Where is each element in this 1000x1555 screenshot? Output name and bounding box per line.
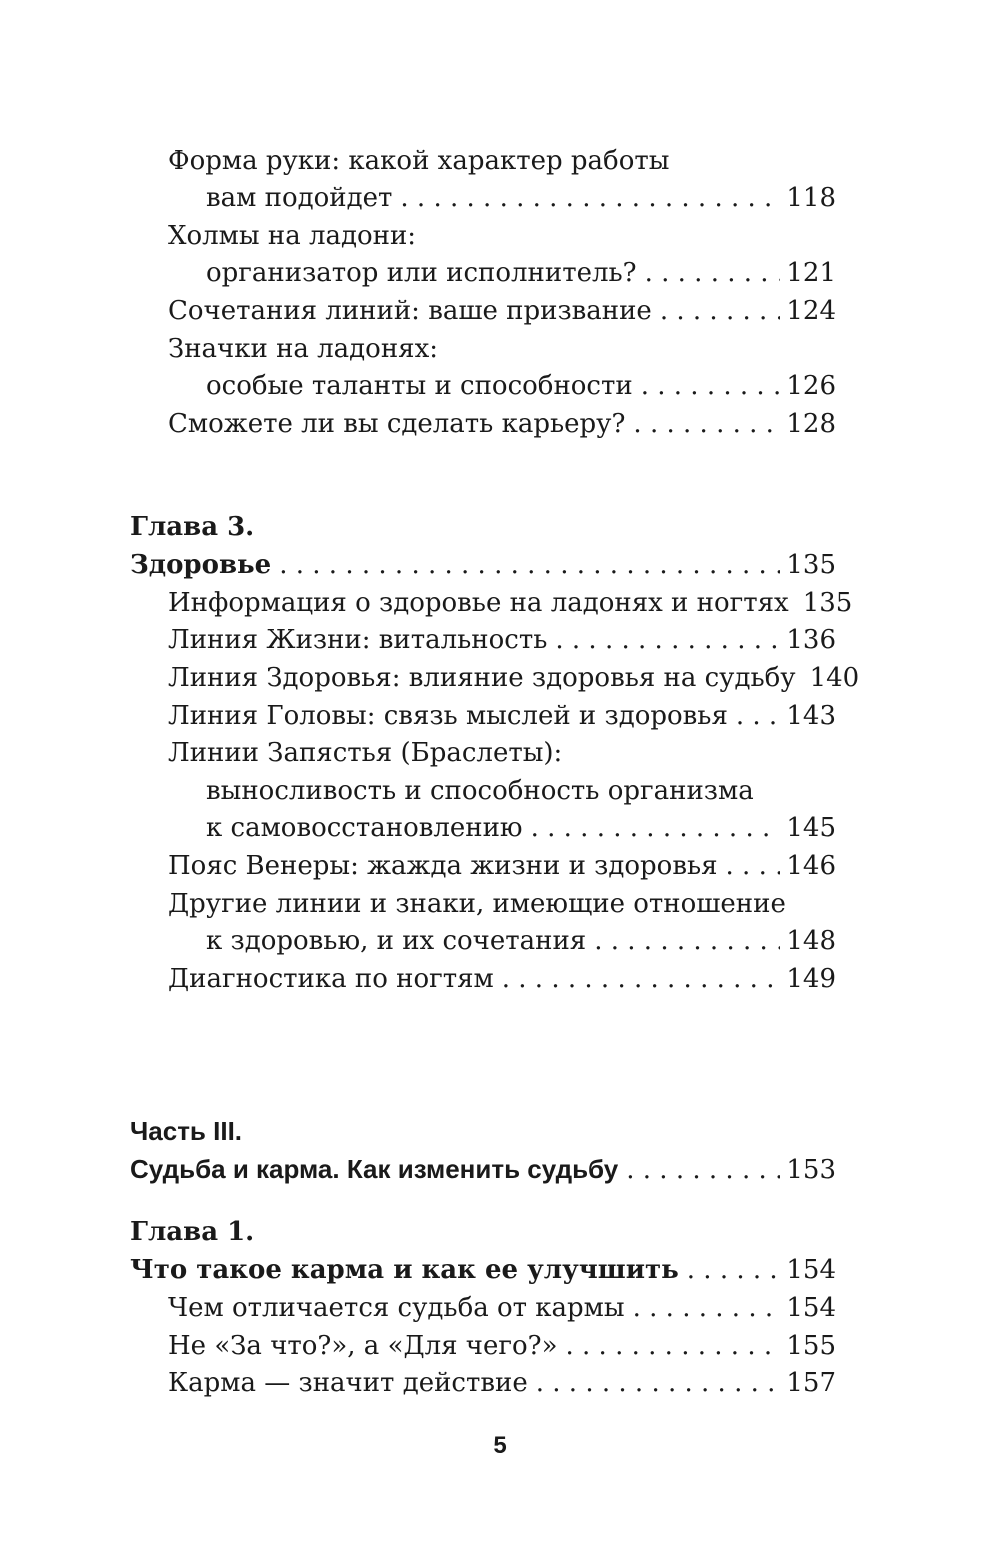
chapter-label: Глава 1. xyxy=(130,1217,255,1247)
toc-entry[interactable] xyxy=(168,885,836,923)
toc-entry-signs[interactable] xyxy=(168,330,836,368)
leader-dots xyxy=(726,847,781,885)
leader-dots xyxy=(531,809,781,847)
toc-entry-title: Сможете ли вы сделать карьеру? xyxy=(168,409,626,439)
toc-entry-title: выносливость и способность организма xyxy=(206,776,754,806)
toc-page-number: 154 xyxy=(786,1293,836,1323)
toc-entry-title: Диагностика по ногтям xyxy=(168,964,494,994)
toc-entry[interactable] xyxy=(168,1364,836,1402)
toc-entry[interactable] xyxy=(168,659,860,697)
leader-dots xyxy=(736,697,781,735)
leader-dots xyxy=(594,922,780,960)
toc-entry-title: Линия Головы: связь мыслей и здоровья xyxy=(168,701,728,731)
toc-entry-title: Значки на ладонях: xyxy=(168,334,438,364)
toc-page-number: 155 xyxy=(786,1331,836,1361)
toc-chapter1-heading[interactable] xyxy=(130,1251,836,1289)
toc-entry-title: организатор или исполнитель? xyxy=(206,258,637,288)
toc-page-number: 121 xyxy=(786,258,836,288)
toc-entry[interactable] xyxy=(168,621,836,659)
toc-page-number: 124 xyxy=(786,296,836,326)
toc-entry-title: Другие линии и знаки, имеющие отношение xyxy=(168,889,786,919)
toc-entry[interactable] xyxy=(168,734,836,772)
toc-entry-title: Сочетания линий: ваше призвание xyxy=(168,296,652,326)
toc-entry-title: Линии Запястья (Браслеты): xyxy=(168,738,563,768)
toc-part3-heading[interactable] xyxy=(130,1150,836,1188)
chapter1-label xyxy=(130,1213,836,1251)
chapter3-label xyxy=(130,508,836,546)
toc-entry-title: Линия Здоровья: влияние здоровья на судьбу xyxy=(168,663,796,693)
toc-entry-signs-cont[interactable] xyxy=(206,367,836,405)
toc-page-number: 153 xyxy=(786,1155,836,1185)
chapter-title: Что такое карма и как ее улучшить xyxy=(130,1255,679,1285)
toc-entry-title: Пояс Венеры: жажда жизни и здоровья xyxy=(168,851,718,881)
leader-dots xyxy=(566,1327,781,1365)
toc-entry[interactable] xyxy=(168,697,836,735)
toc-entry[interactable] xyxy=(168,584,853,622)
leader-dots xyxy=(687,1251,781,1289)
toc-entry-title: Холмы на ладони: xyxy=(168,221,417,251)
toc-entry[interactable] xyxy=(168,847,836,885)
toc-entry[interactable] xyxy=(168,1327,836,1365)
toc-page-number: 149 xyxy=(786,964,836,994)
page-number: 5 xyxy=(493,1432,507,1459)
toc-entry-title: Информация о здоровье на ладонях и ногтях xyxy=(168,588,789,618)
toc-entry[interactable] xyxy=(168,1289,836,1327)
toc-entry-title: особые таланты и способности xyxy=(206,371,633,401)
leader-dots xyxy=(641,367,781,405)
toc-entry-title: вам подойдет xyxy=(206,183,393,213)
toc-entry-cont[interactable] xyxy=(206,922,836,960)
toc-page-number: 143 xyxy=(786,701,836,731)
toc-page-number: 128 xyxy=(786,409,836,439)
toc-entry-title: Форма руки: какой характер работы xyxy=(168,146,670,176)
leader-dots xyxy=(645,254,781,292)
toc-page-number: 148 xyxy=(786,926,836,956)
toc-chapter3-heading[interactable] xyxy=(130,546,836,584)
chapter-label: Глава 3. xyxy=(130,512,255,542)
toc-entry[interactable] xyxy=(168,960,836,998)
leader-dots xyxy=(502,960,781,998)
toc-entry-cont[interactable] xyxy=(206,772,836,810)
toc-entry-title: Карма — значит действие xyxy=(168,1368,528,1398)
toc-entry-hills[interactable] xyxy=(168,217,836,255)
toc-page-number: 145 xyxy=(786,813,836,843)
toc-page-number: 135 xyxy=(786,550,836,580)
part3-label xyxy=(130,1112,836,1150)
leader-dots xyxy=(279,546,780,584)
toc-page-number: 118 xyxy=(786,183,836,213)
toc-page-number: 140 xyxy=(809,663,860,693)
leader-dots xyxy=(660,292,781,330)
toc-page-number: 146 xyxy=(786,851,836,881)
toc-entry-hand-shape[interactable] xyxy=(168,142,836,180)
leader-dots xyxy=(633,1289,781,1327)
leader-dots xyxy=(626,1151,780,1189)
toc-entry-hills-cont[interactable] xyxy=(206,254,836,292)
chapter-title: Здоровье xyxy=(130,550,272,580)
toc-page-number: 154 xyxy=(786,1255,836,1285)
toc-entry-title: к самовосстановлению xyxy=(206,813,523,843)
toc-entry-cont[interactable] xyxy=(206,809,836,847)
toc-entry-title: Чем отличается судьба от кармы xyxy=(168,1293,625,1323)
toc-entry-career[interactable] xyxy=(168,405,836,443)
toc-page-number: 135 xyxy=(802,588,853,618)
leader-dots xyxy=(536,1364,781,1402)
toc-entry-title: Линия Жизни: витальность xyxy=(168,625,548,655)
toc-entry-title: Не «За что?», а «Для чего?» xyxy=(168,1331,558,1361)
leader-dots xyxy=(633,405,780,443)
toc-entry-title: к здоровью, и их сочетания xyxy=(206,926,587,956)
part-label: Часть III. xyxy=(130,1116,243,1146)
toc-entry-line-combos[interactable] xyxy=(168,292,836,330)
toc-page-number: 157 xyxy=(786,1368,836,1398)
part-title: Судьба и карма. Как изменить судьбу xyxy=(130,1154,619,1184)
leader-dots xyxy=(555,621,780,659)
toc-entry-hand-shape-cont[interactable] xyxy=(206,179,836,217)
toc-page-number: 126 xyxy=(786,371,836,401)
leader-dots xyxy=(400,179,780,217)
toc-page-number: 136 xyxy=(786,625,836,655)
